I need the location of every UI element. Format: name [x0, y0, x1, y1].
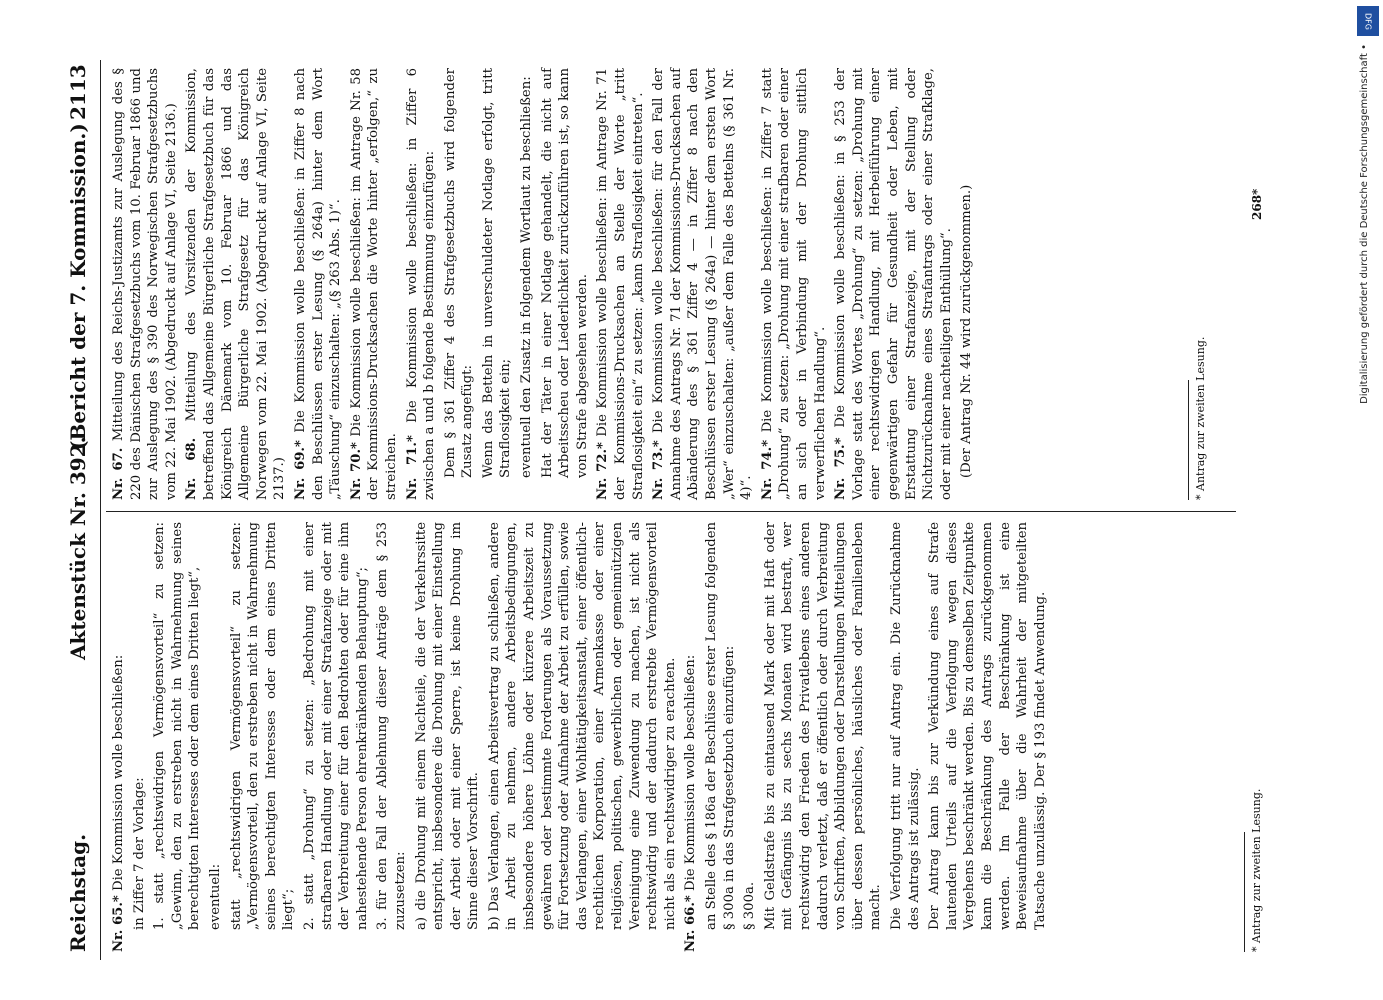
paragraph-text: Wenn das Betteln in unverschuldeter Notlage erfolgt, tritt Straflosigkeit ein; [480, 68, 514, 478]
paragraph-text: Die Kommission wolle beschließen: in Ziffer 6 zwischen a und b folgende Bestimmung einzufügen: [404, 68, 438, 500]
paragraph [480, 68, 515, 500]
motion-number: Nr. 65.* [111, 895, 126, 952]
paragraph-text: (Der Antrag Nr. 44 wird zurückgenommen.) [959, 184, 975, 478]
paragraph [374, 522, 409, 952]
paragraph-text: Die Verfolgung tritt nur auf Antrag ein. Die Zurücknahme des Antrags ist zulässig. [888, 522, 922, 930]
paragraph-text: Die Kommission wolle beschließen: in Ziffer 8 nach den Beschlüssen erster Lesung (§ 264a) hinter dem Wort „Täuschung“ einzuschalten: „(§ 263 Abs. 1)“. [292, 68, 344, 500]
paragraph [888, 522, 923, 952]
paragraph-text: statt „rechtswidrigen Vermögensvorteil“ zu setzen: „Vermögensvorteil, den zu erstreben nicht in Wahrnehmung seines berechtigten Interesses oder dem eines Dritten liegt“; [228, 522, 297, 930]
paragraph [539, 68, 592, 500]
paragraph-text: an Stelle des § 186a der Beschlüsse erster Lesung folgenden § 300a in das Strafgesetzbuch einzufügen: [704, 522, 737, 930]
paragraph [442, 68, 477, 500]
paragraph [832, 68, 955, 500]
motion-number: Nr. 69.* [292, 440, 308, 500]
paragraph [486, 522, 680, 952]
paragraph-text: Dem § 361 Ziffer 4 des Strafgesetzbuchs wird folgender Zusatz angefügt: [442, 68, 476, 478]
paragraph [741, 522, 759, 952]
footnote-right: * Antrag zur zweiten Lesung. [1194, 336, 1207, 500]
paragraph [348, 68, 401, 500]
footnote-rule-left [1244, 832, 1245, 952]
header-left: Reichstag. [66, 833, 90, 952]
right-column [110, 68, 979, 500]
paragraph [292, 68, 345, 500]
paragraph-text: Die Kommission wolle beschließen: [111, 654, 126, 891]
motion-number: Nr. 75.* [833, 437, 849, 500]
paragraph-text: Die Kommission wolle beschließen: im Antrage Nr. 58 der Kommissions-Drucksachen die Worte hinter „erfolgen,“ zu streichen. [348, 68, 399, 500]
paragraph [110, 68, 180, 500]
motion-number: Nr. 67. [111, 447, 126, 500]
paragraph-text: § 300a. [742, 881, 758, 930]
header-middle: Aktenstück Nr. 392. [66, 436, 90, 660]
paragraph-text: Die Kommission wolle beschließen: für den Fall der Annahme des Antrags Nr. 71 der Kommissions-Drucksachen auf Abänderung des § 361 Ziffer 4 — in Ziffer 8 nach den Beschlüssen erster Lesung (§ 264a) — hinter dem ersten Wort „Wer“ einzuschalten: „außer dem Falle des Bettelns (§ 361 Nr. 4)“. [651, 68, 755, 500]
paragraph-text: eventuell den Zusatz in folgendem Wortlaut zu beschließen: [519, 76, 535, 478]
motion-number: Nr. 68. [184, 437, 200, 500]
paragraph [518, 68, 536, 500]
paragraph-text: Die Kommission wolle beschließen: im Antrage Nr. 71 der Kommissions-Drucksachen an Stelle der Worte „tritt Straflosigkeit ein“ zu setzen: „kann Straflosigkeit eintreten“. [595, 68, 646, 500]
paragraph-text: Mitteilung des Vorsitzenden der Kommission, betreffend das Allgemeine Bürgerliche Strafgesetzbuch für das Königreich Dänemark vom 10. Februar 1866 und das Allgemeine Bürgerliche Strafgesetz für das Königreich Norwegen vom 22. Mai 1902. (Abgedruckt auf Anlage VI, Seite 2137.) [184, 68, 288, 500]
paragraph-text: 3. für den Fall der Ablehnung dieser Anträge dem § 253 zuzusetzen: [375, 522, 408, 930]
paragraph [703, 522, 738, 952]
paragraph-text: Die Kommission wolle beschließen: in Ziffer 7 statt „Drohung“ zu setzen: „Drohung mit einer strafbaren oder einer an sich oder in Verbindung mit der Drohung sittlich verwerflichen Handlung“. [759, 67, 828, 500]
paragraph [151, 522, 204, 952]
motion-number: Nr. 70.* [348, 442, 364, 500]
rotated-sheet [60, 60, 1350, 960]
paragraph [926, 522, 1049, 952]
paragraph-text: Der Antrag kann bis zur Verkündung eines auf Strafe lautenden Urteils auf die Verfolgung wegen dieses Vergehens beschränkt werden. Bis zu demselben Zeitpunkte kann die Beschränkung des Antrags zurückgenommen werden. Im Falle der Beschränkung ist eine Beweisaufnahme über die Wahrheit der mitgeteilten Tatsache unzulässig. Der § 193 findet Anwendung. [927, 522, 1048, 930]
paragraph [413, 522, 483, 952]
paragraph-text: Hat der Täter in einer Notlage gehandelt, die nicht auf Arbeitsscheu oder Liederlichkeit zurückzuführen ist, so kann von Strafe abgesehen werden. [539, 68, 590, 478]
motion-number: Nr. 72.* [595, 442, 611, 500]
paragraph-text: b) Das Verlangen, einen Arbeitsvertrag zu schließen, andere in Arbeit zu nehmen, andere Arbeitsbedingungen, insbesondere höhere Löhne oder kürzere Arbeitszeit zu gewähren oder bestimmte Forderungen als Voraussetzung für Fortsetzung oder Aufnahme der Arbeit zu erfüllen, sowie das Verlangen, einer Wohltätigkeitsanstalt, einer öffentlich-rechtlichen Korporation, einer Armenkasse oder einer religiösen, politischen, gewerblichen oder gemeinnützigen Vereinigung eine Zuwendung zu machen, ist nicht als rechtswidrig und der dadurch erstrebte Vermögensvorteil nicht als ein rechtswidriger zu erachten. [486, 522, 678, 930]
paragraph-text: 2. statt „Drohung“ zu setzen: „Bedrohung mit einer strafbaren Handlung oder mit einer Strafanzeige oder mit der Verbreitung einer für den Bedrohten oder für eine ihm nahestehende Person ehrenkränkenden Behauptung“; [301, 522, 370, 930]
page-number: 2113 [66, 64, 90, 120]
paragraph [759, 68, 829, 500]
motion-number: Nr. 73.* [651, 440, 667, 500]
paragraph-text: Die Kommission wolle beschließen: in § 253 der Vorlage statt des Wortes „Drohung“ zu setzen: „Drohung mit einer rechtswidrigen Handlung, mit Herbeiführung einer gegenwärtigen Gefahr für Gesundheit oder Leben, mit Erstattung einer Strafanzeige, mit der Stellung oder Nichtzurücknahme eines Strafantrags oder einer Strafklage, oder mit einer nachteiligen Enthüllung“. [833, 67, 954, 500]
digitization-sidebar [1355, 0, 1383, 1000]
paragraph [110, 522, 128, 952]
footnote-rule-right [1188, 380, 1189, 500]
dfg-logo: DFG [1357, 6, 1379, 36]
paragraph [301, 522, 371, 952]
paragraph-text: Mitteilung des Reichs-Justizamts zur Auslegung des § 220 des Dänischen Strafgesetzbuchs vom 10. Februar 1866 und zur Auslegung des § 390 des Norwegischen Strafgesetzbuchs vom 22. Mai 1902. (Abgedruckt auf Anlage VI, Seite 2136.) [111, 68, 179, 500]
motion-number: Nr. 71.* [404, 435, 420, 500]
digitization-note: Digitalisierung gefördert durch die Deutsche Forschungsgemeinschaft • [1359, 44, 1370, 404]
paragraph-text: eventuell: [207, 863, 223, 930]
paragraph [131, 522, 149, 952]
paragraph [183, 68, 289, 500]
paragraph [404, 68, 439, 500]
footnote-left: * Antrag zur zweiten Lesung. [1250, 788, 1263, 952]
paragraph [958, 68, 976, 500]
paragraph-text: in Ziffer 7 der Vorlage: [131, 777, 147, 930]
paragraph [228, 522, 298, 952]
motion-number: Nr. 74.* [759, 439, 775, 500]
paragraph-text: Die Kommission wolle beschließen: [683, 654, 699, 891]
paragraph [762, 522, 885, 952]
paragraph-text: Mit Geldstrafe bis zu eintausend Mark oder mit Haft oder mit Gefängnis bis zu sechs Monaten wird bestraft, wer rechtswidrig den Frieden des Privatlebens eines anderen dadurch verletzt, daß er öffentlich oder durch Verbreitung von Schriften, Abbildungen oder Darstellungen Mitteilungen über dessen persönliches, häusliches oder Familienleben macht. [762, 522, 884, 930]
column-divider [106, 511, 1236, 512]
paragraph [650, 68, 756, 500]
paragraph [594, 68, 647, 500]
paragraph [682, 522, 700, 952]
motion-number: Nr. 66.* [683, 895, 699, 952]
left-column [110, 522, 1052, 952]
paragraph [207, 522, 225, 952]
signature-mark: 268* [1250, 188, 1264, 220]
paragraph-text: 1. statt „rechtswidrigen Vermögensvorteil“ zu setzen: „Gewinn, den zu erstreben nicht in Wahrnehmung seines berechtigten Interesses oder dem eines Dritten liegt“, [152, 522, 203, 930]
header-right-label: (Bericht der 7. Kommission.) [66, 123, 90, 450]
page-header [60, 60, 101, 960]
paragraph-text: a) die Drohung mit einem Nachteile, die der Verkehrssitte entspricht, insbesondere die Drohung mit einer Einstellung der Arbeit oder mit einer Sperre, ist keine Drohung im Sinne dieser Vorschrift. [413, 522, 482, 930]
